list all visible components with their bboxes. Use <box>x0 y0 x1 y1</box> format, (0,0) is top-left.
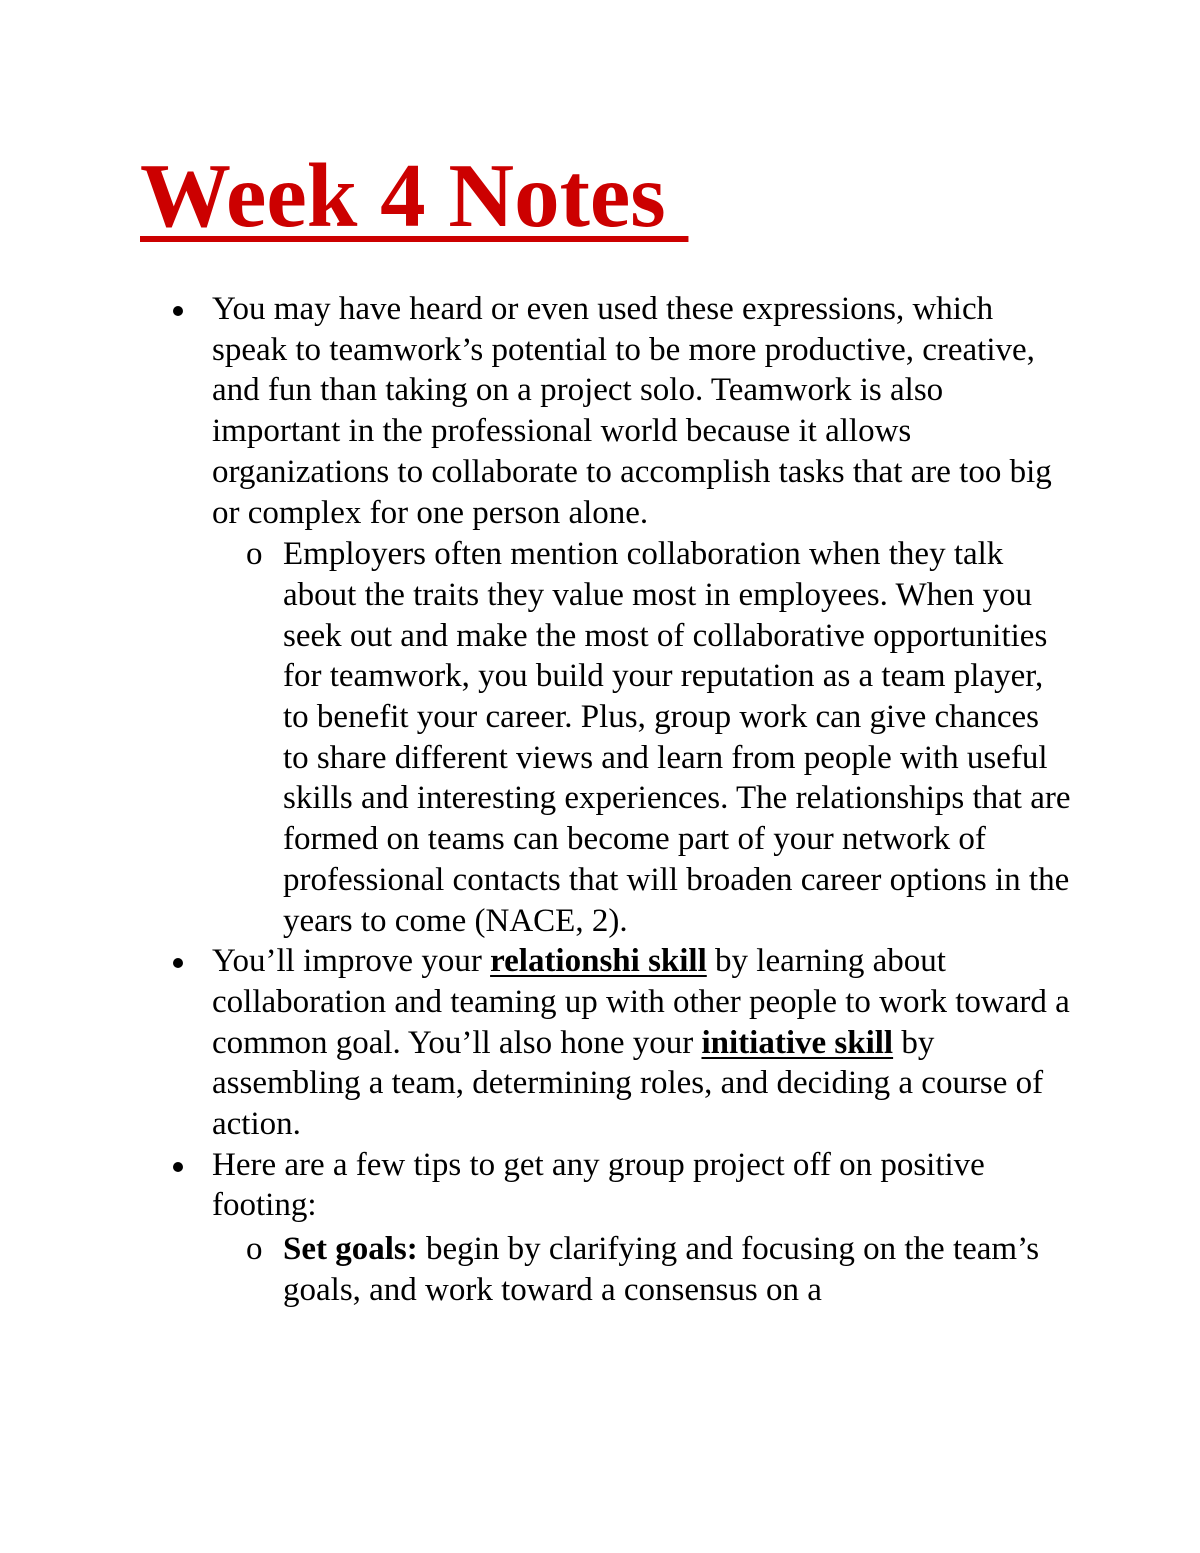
bullet-text-2a: You’ll improve your <box>212 943 491 980</box>
set-goals-text: begin by clarifying and focusing on the team’s goals, and work toward a consensus on a <box>283 1231 1040 1308</box>
bullet-text-3: Here are a few tips to get any group project off on positive footing: <box>212 1146 985 1224</box>
sub-list-item <box>246 1229 1072 1310</box>
list-item <box>212 1145 1072 1311</box>
bullet-text-1: You may have heard or even used these expressions, which speak to teamwork’s potential to be more productive, creative, and fun than taking on a project solo. Teamwork is also important in the professional world because it allows organizations to collaborate to accomplish tasks that are too big or complex for one person alone. <box>212 291 1052 531</box>
relationship-skill-term: relationshi skill <box>490 943 707 980</box>
bullet-icon <box>173 958 183 968</box>
sub-bullet-icon: o <box>246 1231 263 1268</box>
set-goals-label: Set goals: <box>283 1231 418 1268</box>
list-item <box>212 289 1072 941</box>
bullet-icon <box>173 306 183 316</box>
sub-list-item <box>246 534 1072 941</box>
bullet-text-2c: by assembling a team, determining roles, and deciding a course of action. <box>212 1024 1044 1143</box>
bullet-list <box>0 289 1072 1311</box>
sub-bullet-list <box>212 534 1072 941</box>
page-title: Week 4 Notes <box>140 145 689 246</box>
sub-bullet-icon: o <box>246 536 263 573</box>
notes-body <box>0 289 1200 1311</box>
bullet-text-2b: by learning about collaboration and teaming up with other people to work toward a common goal. You’ll also hone your <box>212 943 1070 1061</box>
initiative-skill-term: initiative skill <box>701 1024 894 1061</box>
sub-bullet-list <box>212 1229 1072 1310</box>
list-item <box>212 941 1072 1145</box>
bullet-icon <box>173 1162 183 1172</box>
sub-bullet-text: Employers often mention collaboration when they talk about the traits they value most in employees. When you seek out and make the most of collaborative opportunities for teamwork, you build your reputation as a team player, to benefit your career. Plus, group work can give chances to share different views and learn from people with useful skills and interesting experiences. The relationships that are formed on teams can become part of your network of professional contacts that will broaden career options in the years to come (NACE, 2). <box>283 536 1071 939</box>
